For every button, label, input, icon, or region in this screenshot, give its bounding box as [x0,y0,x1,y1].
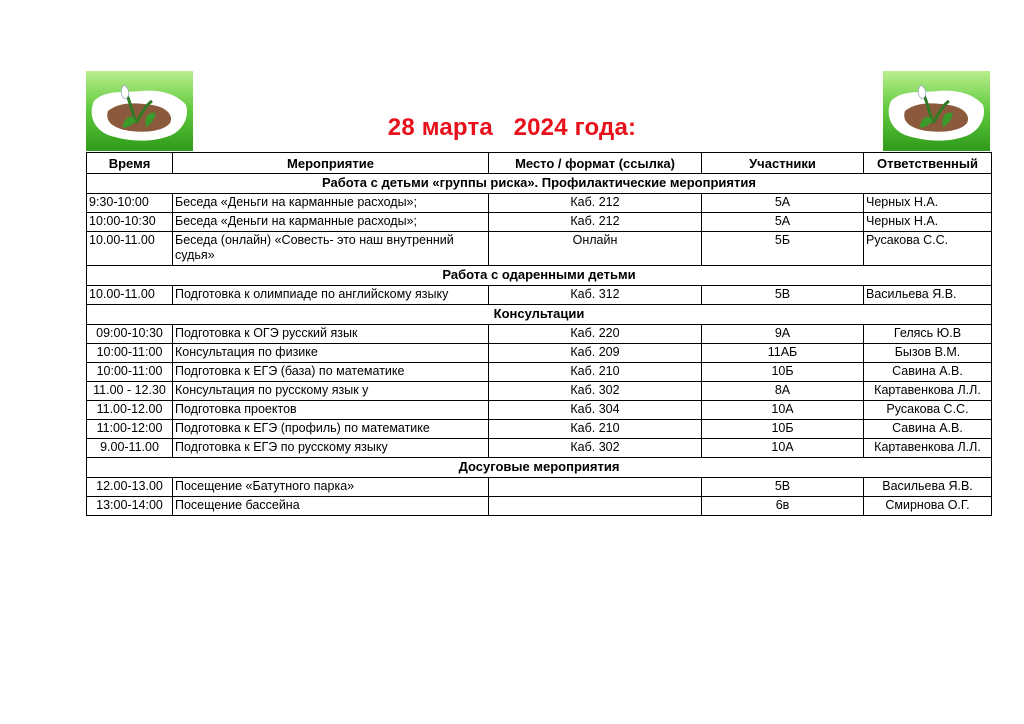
column-header-responsible: Ответственный [864,153,992,174]
table-row [87,363,992,382]
cell-time: 09:00-10:30 [87,325,173,344]
cell-event: Посещение бассейна [173,497,489,516]
section-title: Работа с одаренными детьми [87,266,992,286]
header-row [87,153,992,174]
cell-event: Беседа «Деньги на карманные расходы»; [173,194,489,213]
section-row [87,266,992,286]
table-row [87,325,992,344]
cell-place: Каб. 210 [489,420,702,439]
cell-responsible: Картавенкова Л.Л. [864,382,992,401]
cell-participants: 5А [702,194,864,213]
cell-time: 9:30-10:00 [87,194,173,213]
table-row [87,401,992,420]
cell-place: Каб. 302 [489,382,702,401]
column-header-participants: Участники [702,153,864,174]
cell-time: 10.00-11.00 [87,232,173,266]
cell-participants: 10А [702,439,864,458]
table-row [87,232,992,266]
cell-place: Каб. 220 [489,325,702,344]
cell-place: Каб. 212 [489,194,702,213]
cell-responsible: Черных Н.А. [864,213,992,232]
cell-place: Каб. 312 [489,286,702,305]
cell-responsible: Гелясь Ю.В [864,325,992,344]
cell-place [489,478,702,497]
table-row [87,478,992,497]
column-header-time: Время [87,153,173,174]
cell-place: Каб. 210 [489,363,702,382]
cell-time: 10:00-10:30 [87,213,173,232]
cell-event: Беседа (онлайн) «Совесть- это наш внутренний судья» [173,232,489,266]
cell-time: 13:00-14:00 [87,497,173,516]
cell-participants: 9А [702,325,864,344]
cell-place: Каб. 212 [489,213,702,232]
cell-place: Онлайн [489,232,702,266]
cell-event: Подготовка проектов [173,401,489,420]
cell-participants: 10А [702,401,864,420]
cell-place: Каб. 304 [489,401,702,420]
cell-participants: 5А [702,213,864,232]
table-row [87,382,992,401]
section-row [87,305,992,325]
cell-time: 11.00-12.00 [87,401,173,420]
section-title: Консультации [87,305,992,325]
cell-event: Подготовка к ЕГЭ (база) по математике [173,363,489,382]
cell-responsible: Смирнова О.Г. [864,497,992,516]
section-title: Работа с детьми «группы риска». Профилактические мероприятия [87,174,992,194]
cell-responsible: Васильева Я.В. [864,478,992,497]
table-row [87,213,992,232]
column-header-place: Место / формат (ссылка) [489,153,702,174]
schedule-body [87,174,992,516]
cell-event: Подготовка к олимпиаде по английскому языку [173,286,489,305]
cell-participants: 10Б [702,363,864,382]
cell-time: 10:00-11:00 [87,363,173,382]
section-title: Досуговые мероприятия [87,458,992,478]
cell-place: Каб. 302 [489,439,702,458]
cell-participants: 10Б [702,420,864,439]
cell-time: 10:00-11:00 [87,344,173,363]
page-title: 28 марта 2024 года: [387,114,637,141]
column-header-event: Мероприятие [173,153,489,174]
cell-event: Консультация по русскому язык у [173,382,489,401]
table-row [87,497,992,516]
cell-time: 10.00-11.00 [87,286,173,305]
cell-responsible: Савина А.В. [864,363,992,382]
cell-event: Подготовка к ЕГЭ по русскому языку [173,439,489,458]
cell-responsible: Русакова С.С. [864,401,992,420]
cell-time: 11.00 - 12.30 [87,382,173,401]
table-row [87,286,992,305]
schedule-table [86,152,992,516]
section-row [87,458,992,478]
cell-responsible: Бызов В.М. [864,344,992,363]
table-row [87,439,992,458]
cell-event: Подготовка к ОГЭ русский язык [173,325,489,344]
cell-participants: 5Б [702,232,864,266]
table-row [87,194,992,213]
cell-responsible: Русакова С.С. [864,232,992,266]
cell-participants: 11АБ [702,344,864,363]
cell-event: Консультация по физике [173,344,489,363]
cell-participants: 6в [702,497,864,516]
cell-place [489,497,702,516]
table-row [87,344,992,363]
cell-time: 12.00-13.00 [87,478,173,497]
table-row [87,420,992,439]
cell-time: 11:00-12:00 [87,420,173,439]
cell-participants: 5В [702,478,864,497]
cell-participants: 8А [702,382,864,401]
cell-place: Каб. 209 [489,344,702,363]
cell-time: 9.00-11.00 [87,439,173,458]
cell-responsible: Васильева Я.В. [864,286,992,305]
section-row [87,174,992,194]
cell-responsible: Савина А.В. [864,420,992,439]
cell-participants: 5В [702,286,864,305]
cell-event: Подготовка к ЕГЭ (профиль) по математике [173,420,489,439]
cell-responsible: Черных Н.А. [864,194,992,213]
cell-responsible: Картавенкова Л.Л. [864,439,992,458]
cell-event: Беседа «Деньги на карманные расходы»; [173,213,489,232]
cell-event: Посещение «Батутного парка» [173,478,489,497]
